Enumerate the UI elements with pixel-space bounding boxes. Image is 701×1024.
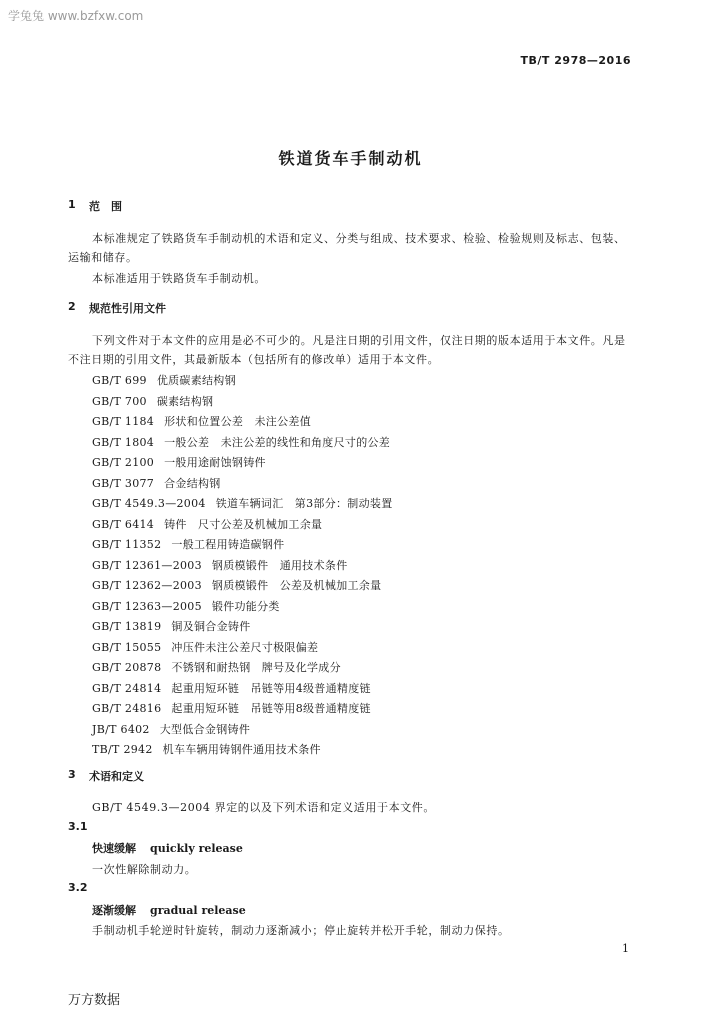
reference-code: GB/T 20878 [92,661,162,674]
section-title: 术语和定义 [89,770,144,783]
reference-title: 一般公差 未注公差的线性和角度尺寸的公差 [164,435,391,449]
reference-item [92,535,393,556]
reference-code: GB/T 15055 [92,640,162,654]
section-number: 1 [68,198,76,211]
reference-title: 铜及铜合金铸件 [171,620,251,633]
reference-item [92,453,393,474]
reference-code: GB/T 1804 [92,435,155,449]
reference-title: 不锈钢和耐热钢 牌号及化学成分 [171,661,341,674]
reference-code: GB/T 3077 [92,476,155,490]
reference-code: GB/T 12363—2005 [92,599,202,613]
reference-title: 形状和位置公差 未注公差值 [164,415,312,428]
reference-item [92,576,393,597]
standard-code: TB/T 2978—2016 [520,54,631,67]
reference-item [92,515,393,536]
reference-title: 锻件功能分类 [211,599,280,613]
reference-title: 钢质模锻件 通用技术条件 [211,558,348,572]
section-number: 3 [68,768,76,781]
reference-item [92,617,393,638]
reference-item [92,433,393,454]
reference-item [92,740,393,761]
reference-code: GB/T 2100 [92,456,155,469]
term-chinese: 逐渐缓解 [92,904,136,917]
reference-item [92,658,393,679]
reference-code: GB/T 700 [92,394,147,408]
reference-item [92,638,393,659]
reference-code: GB/T 24814 [92,681,162,695]
clause-number: 3.2 [68,881,88,894]
footer-brand: 万方数据 [68,993,121,1008]
reference-title: 优质碳素结构钢 [156,374,236,387]
reference-title: 机车车辆用铸钢件通用技术条件 [162,743,321,756]
reference-title: 铁道车辆词汇 第3部分：制动装置 [215,497,393,510]
reference-code: GB/T 12361—2003 [92,558,202,572]
reference-code: GB/T 11352 [92,538,162,551]
reference-code: GB/T 1184 [92,415,155,428]
section-3-intro: GB/T 4549.3—2004 界定的以及下列术语和定义适用于本文件。 [92,801,435,814]
reference-title: 一般工程用铸造碳钢件 [171,538,285,551]
reference-title: 起重用短环链 吊链等用8级普通精度链 [171,702,371,715]
term-english: gradual release [150,904,246,917]
reference-title: 起重用短环链 吊链等用4级普通精度链 [171,681,371,695]
reference-code: GB/T 6414 [92,517,155,531]
reference-item [92,371,393,392]
section-1-paragraph-2: 本标准适用于铁路货车手制动机。 [92,272,266,285]
term-heading [92,902,246,918]
reference-code: GB/T 699 [92,374,147,387]
reference-title: 大型低合金钢铸件 [159,722,251,736]
term-definition: 一次性解除制动力。 [92,863,197,876]
clause-number: 3.1 [68,820,88,833]
reference-item [92,679,393,700]
document-title: 铁道货车手制动机 [278,149,423,168]
page-number: 1 [622,942,629,955]
reference-title: 冲压件未注公差尺寸极限偏差 [171,640,319,654]
reference-item [92,392,393,413]
reference-title: 碳素结构钢 [156,394,214,408]
reference-title: 一般用途耐蚀钢铸件 [164,456,266,469]
section-1-paragraph-1: 本标准规定了铁路货车手制动机的术语和定义、分类与组成、技术要求、检验、检验规则及标志、包装、运输和储存。 [68,232,626,264]
term-english: quickly release [150,842,243,855]
section-number: 2 [68,300,76,313]
reference-item [92,474,393,495]
section-title: 规范性引用文件 [89,302,166,315]
reference-code: TB/T 2942 [92,743,153,756]
watermark-text: 学兔兔 www.bzfxw.com [8,9,144,23]
reference-code: GB/T 24816 [92,702,162,715]
reference-item [92,720,393,741]
reference-item [92,556,393,577]
term-definition: 手制动机手轮逆时针旋转，制动力逐渐减小；停止旋转并松开手轮，制动力保持。 [92,924,510,937]
reference-code: GB/T 4549.3—2004 [92,497,206,510]
reference-item [92,412,393,433]
reference-item [92,699,393,720]
reference-code: JB/T 6402 [92,722,150,736]
section-title: 范 围 [89,200,122,213]
reference-code: GB/T 13819 [92,620,162,633]
reference-item [92,494,393,515]
reference-title: 合金结构钢 [164,476,221,490]
term-heading [92,840,243,856]
reference-title: 钢质模锻件 公差及机械加工余量 [211,579,382,592]
normative-references-list [92,371,393,761]
reference-code: GB/T 12362—2003 [92,579,202,592]
term-chinese: 快速缓解 [92,842,136,855]
section-2-intro: 下列文件对于本文件的应用是必不可少的。凡是注日期的引用文件，仅注日期的版本适用于本文件。凡是不注日期的引用文件，其最新版本（包括所有的修改单）适用于本文件。 [68,334,626,366]
reference-item [92,597,393,618]
reference-title: 铸件 尺寸公差及机械加工余量 [164,517,323,531]
